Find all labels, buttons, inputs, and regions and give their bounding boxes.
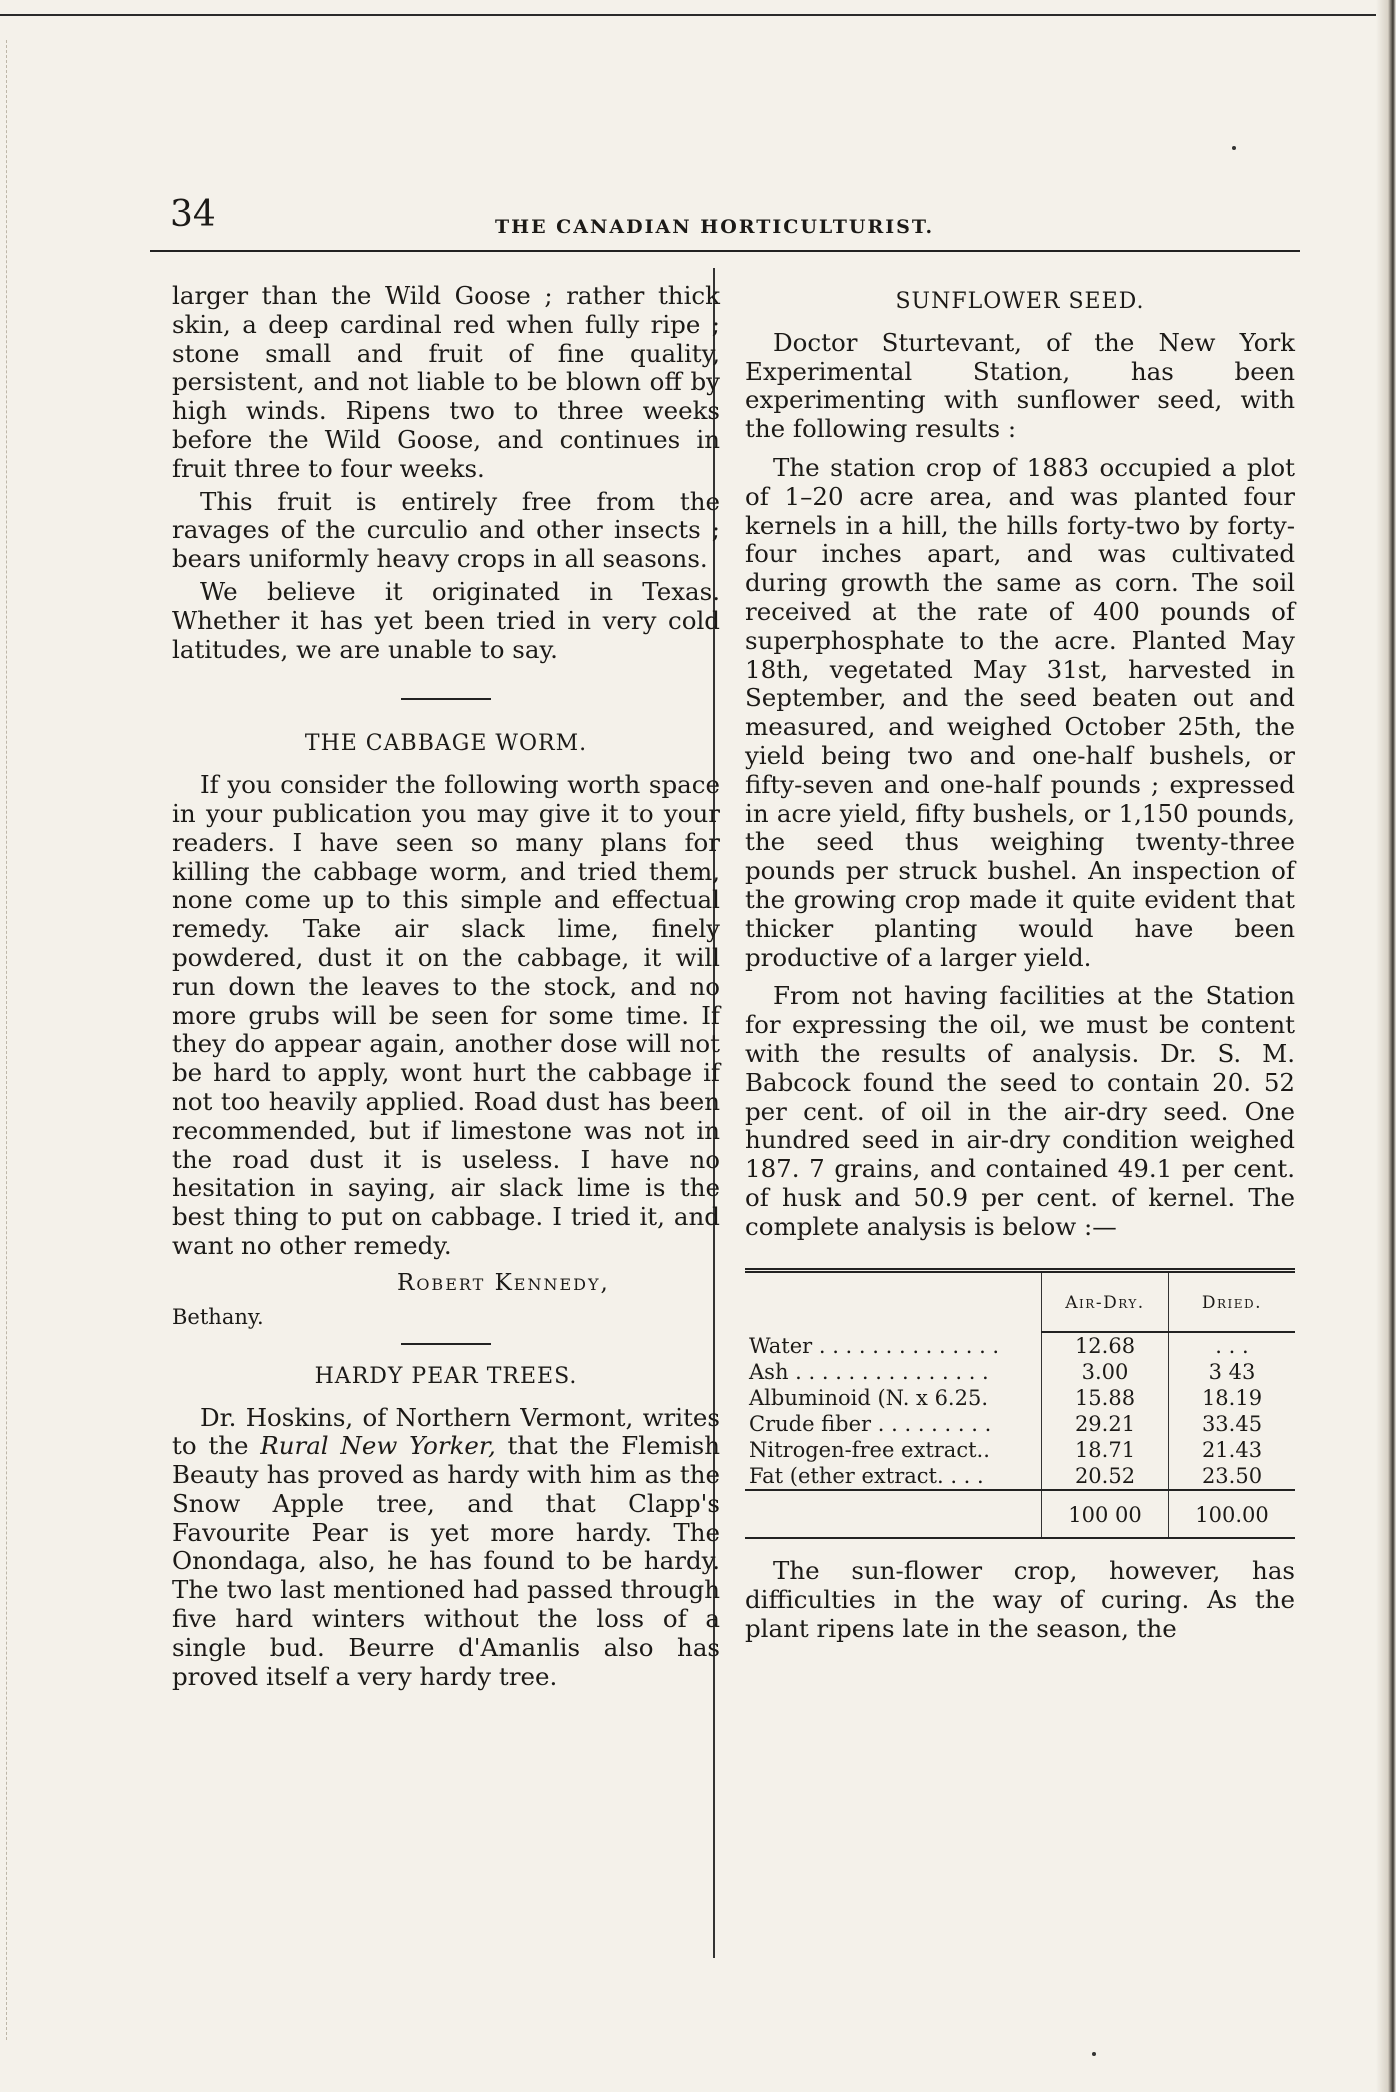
row-dried: 33.45	[1169, 1411, 1296, 1437]
signature-place: Bethany.	[172, 1304, 264, 1329]
hardy-pear-body	[172, 1404, 720, 1692]
hardy-pear-body-start: Dr. Hoskins, of Northern Vermont, writes to the	[172, 1402, 720, 1461]
row-label: Water . . . . . . . . . . . . . .	[749, 1333, 1000, 1358]
row-dried: 18.19	[1169, 1385, 1296, 1411]
page-top-edge	[0, 0, 1396, 16]
publication-name: Rural New Yorker,	[260, 1431, 496, 1461]
page-right-edge	[1376, 0, 1396, 2092]
page-header	[150, 190, 1310, 250]
row-air-dry: 20.52	[1042, 1463, 1169, 1490]
total-air-dry: 100 00	[1042, 1490, 1169, 1537]
row-air-dry: 29.21	[1042, 1411, 1169, 1437]
header-rule	[150, 250, 1300, 252]
section-divider	[401, 1343, 491, 1345]
print-speck	[1092, 2052, 1096, 2056]
section-divider	[401, 698, 491, 700]
table-row	[745, 1332, 1295, 1359]
hardy-pear-body-end: that the Flemish Beauty has proved as hardy with him as the Snow Apple tree, and that Clapp's Favourite Pear is yet more hardy. The Onondaga, also, he has found to be hardy. The two last mentioned had passed through five hard winters without the loss of a single bud. Beurre d'Amanlis also has proved itself a very hardy tree.	[172, 1431, 721, 1691]
article-paragraph: This fruit is entirely free from the ravages of the curculio and other insects ; bears uniformly heavy crops in all seasons.	[172, 486, 720, 574]
row-dried: 21.43	[1169, 1437, 1296, 1463]
left-column	[172, 282, 720, 1691]
print-speck	[1232, 146, 1236, 150]
row-label: Crude fiber . . . . . . . . .	[749, 1412, 992, 1437]
table-header-air-dry: Air-Dry.	[1042, 1273, 1169, 1333]
row-air-dry: 15.88	[1042, 1385, 1169, 1411]
cabbage-worm-body: If you consider the following worth space in your publication you may give it to your readers. I have seen so many plans for killing the cabbage worm, and tried them, none come up to this simple and effectual remedy. Take air slack lime, finely powdered, dust it on the cabbage, it will run down the leaves to the stock, and no more grubs will be seen for some time. If they do appear again, another dose will not be hard to apply, wont hurt the cabbage if not too heavily applied. Road dust has been recommended, but if limestone was not in the road dust it is useless. I have no hesitation in saying, air slack lime is the best thing to put on cabbage. I tried it, and want no other remedy.	[172, 770, 720, 1260]
table-header-blank	[745, 1273, 1042, 1333]
row-label: Ash . . . . . . . . . . . . . . .	[749, 1360, 989, 1385]
table-total-row	[745, 1490, 1295, 1537]
row-label: Albuminoid (N. x 6.25.	[749, 1386, 989, 1411]
row-label: Nitrogen-free extract..	[749, 1438, 990, 1463]
total-label-blank	[745, 1490, 1042, 1537]
cabbage-worm-title: THE CABBAGE WORM.	[304, 731, 588, 757]
table-row	[745, 1463, 1295, 1490]
running-title: THE CANADIAN HORTICULTURIST.	[495, 216, 935, 238]
page-left-edge	[6, 40, 8, 2040]
row-dried: 3 43	[1169, 1359, 1296, 1385]
table-bottom-rule	[745, 1537, 1295, 1539]
row-air-dry: 3.00	[1042, 1359, 1169, 1385]
table-row	[745, 1359, 1295, 1385]
page-number: 34	[170, 194, 216, 235]
table-row	[745, 1437, 1295, 1463]
analysis-table	[745, 1268, 1295, 1540]
row-air-dry: 12.68	[1042, 1332, 1169, 1359]
right-column	[745, 282, 1295, 1644]
article-continuation-paragraph: larger than the Wild Goose ; rather thick skin, a deep cardinal red when fully ripe ; stone small and fruit of fine quality, persistent, and not liable to be blown off by high winds. Ripens two to three weeks before the Wild Goose, and continues in fruit three to four weeks.	[172, 281, 720, 483]
row-dried: . . .	[1169, 1332, 1296, 1359]
row-air-dry: 18.71	[1042, 1437, 1169, 1463]
sunflower-paragraph: From not having facilities at the Station for expressing the oil, we must be content with the results of analysis. Dr. S. M. Babcock found the seed to contain 20. 52 per cent. of oil in the air-dry seed. One hundred seed in air-dry condition weighed 187. 7 grains, and contained 49.1 per cent. of husk and 50.9 per cent. of kernel. The complete analysis is below :—	[745, 981, 1295, 1241]
table-row	[745, 1385, 1295, 1411]
sunflower-paragraph: Doctor Sturtevant, of the New York Experimental Station, has been experimenting with sunflower seed, with the following results :	[745, 327, 1295, 444]
table-header-dried: Dried.	[1169, 1273, 1296, 1333]
article-paragraph: We believe it originated in Texas. Whether it has yet been tried in very cold latitudes, we are unable to say.	[172, 576, 720, 664]
row-label: Fat (ether extract. . . .	[749, 1464, 984, 1489]
row-dried: 23.50	[1169, 1463, 1296, 1490]
sunflower-paragraph: The station crop of 1883 occupied a plot of 1–20 acre area, and was planted four kernels in a hill, the hills forty-two by forty-four inches apart, and was cultivated during growth the same as corn. The soil received at the rate of 400 pounds of superphosphate to the acre. Planted May 18th, vegetated May 31st, harvested in September, and the seed beaten out and measured, and weighed October 25th, the yield being two and one-half bushels, or fifty-seven and one-half pounds ; expressed in acre yield, fifty bushels, or 1,150 pounds, the seed thus weighing twenty-three pounds per struck bushel. An inspection of the growing crop made it quite evident that thicker planting would have been productive of a larger yield.	[745, 452, 1295, 972]
signature	[172, 1269, 720, 1333]
sunflower-seed-title: SUNFLOWER SEED.	[895, 289, 1145, 314]
closing-paragraph: The sun-flower crop, however, has difficulties in the way of curing. As the plant ripens late in the season, the	[745, 1556, 1295, 1643]
hardy-pear-title: HARDY PEAR TREES.	[314, 1363, 578, 1389]
total-dried: 100.00	[1169, 1490, 1296, 1537]
table-row	[745, 1411, 1295, 1437]
signature-name: Robert Kennedy,	[397, 1269, 610, 1296]
